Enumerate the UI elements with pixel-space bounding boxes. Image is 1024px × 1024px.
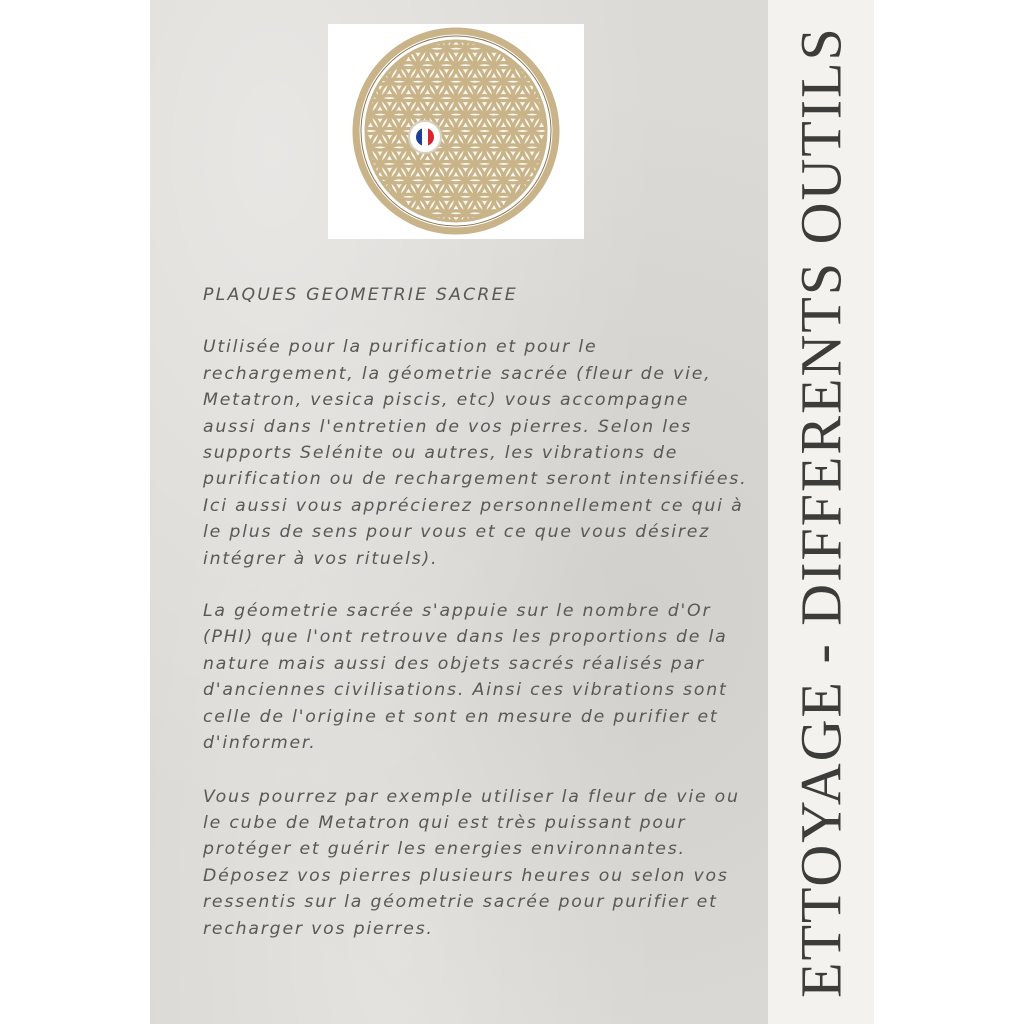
section-heading: PLAQUES GEOMETRIE SACREE — [203, 285, 518, 305]
french-flag-icon — [416, 128, 434, 146]
side-title: ETTOYAGE - DIFFERENTS OUTILS — [788, 26, 854, 998]
article — [203, 282, 748, 942]
paragraph-3: Vous pourrez par exemple utiliser la fleur de vie ou le cube de Metatron qui est très puissant pour protéger et guérir les energies environnantes. Déposez vos pierres plusieurs heures ou selon vos ressentis sur la géometrie sacrée pour purifier et recharger vos pierres. — [203, 786, 740, 939]
paragraph-2: La géometrie sacrée s'appuie sur le nombre d'Or (PHI) que l'ont retrouve dans les proportions de la nature mais aussi des objets sacrés réalisés par d'anciennes civilisations. Ainsi ces vibrations sont celle de l'origine et sont en mesure de purifier et d'informer. — [203, 601, 728, 754]
flower-of-life-image — [328, 24, 584, 239]
made-in-france-badge — [408, 120, 442, 154]
flower-of-life-drawing — [328, 24, 584, 239]
paragraph-1: Utilisée pour la purification et pour le rechargement, la géometrie sacrée (fleur de vie, Metatron, vesica piscis, etc) vous accompagne aussi dans l'entretien de vos pierres. Selon les supports Selénite ou autres, les vibrations de purification ou de rechargement seront intensifiées. Ici aussi vous apprécierez personnellement ce qui à le plus de sens pour vous et ce que vous désirez intégrer à vos rituels). — [203, 337, 748, 569]
